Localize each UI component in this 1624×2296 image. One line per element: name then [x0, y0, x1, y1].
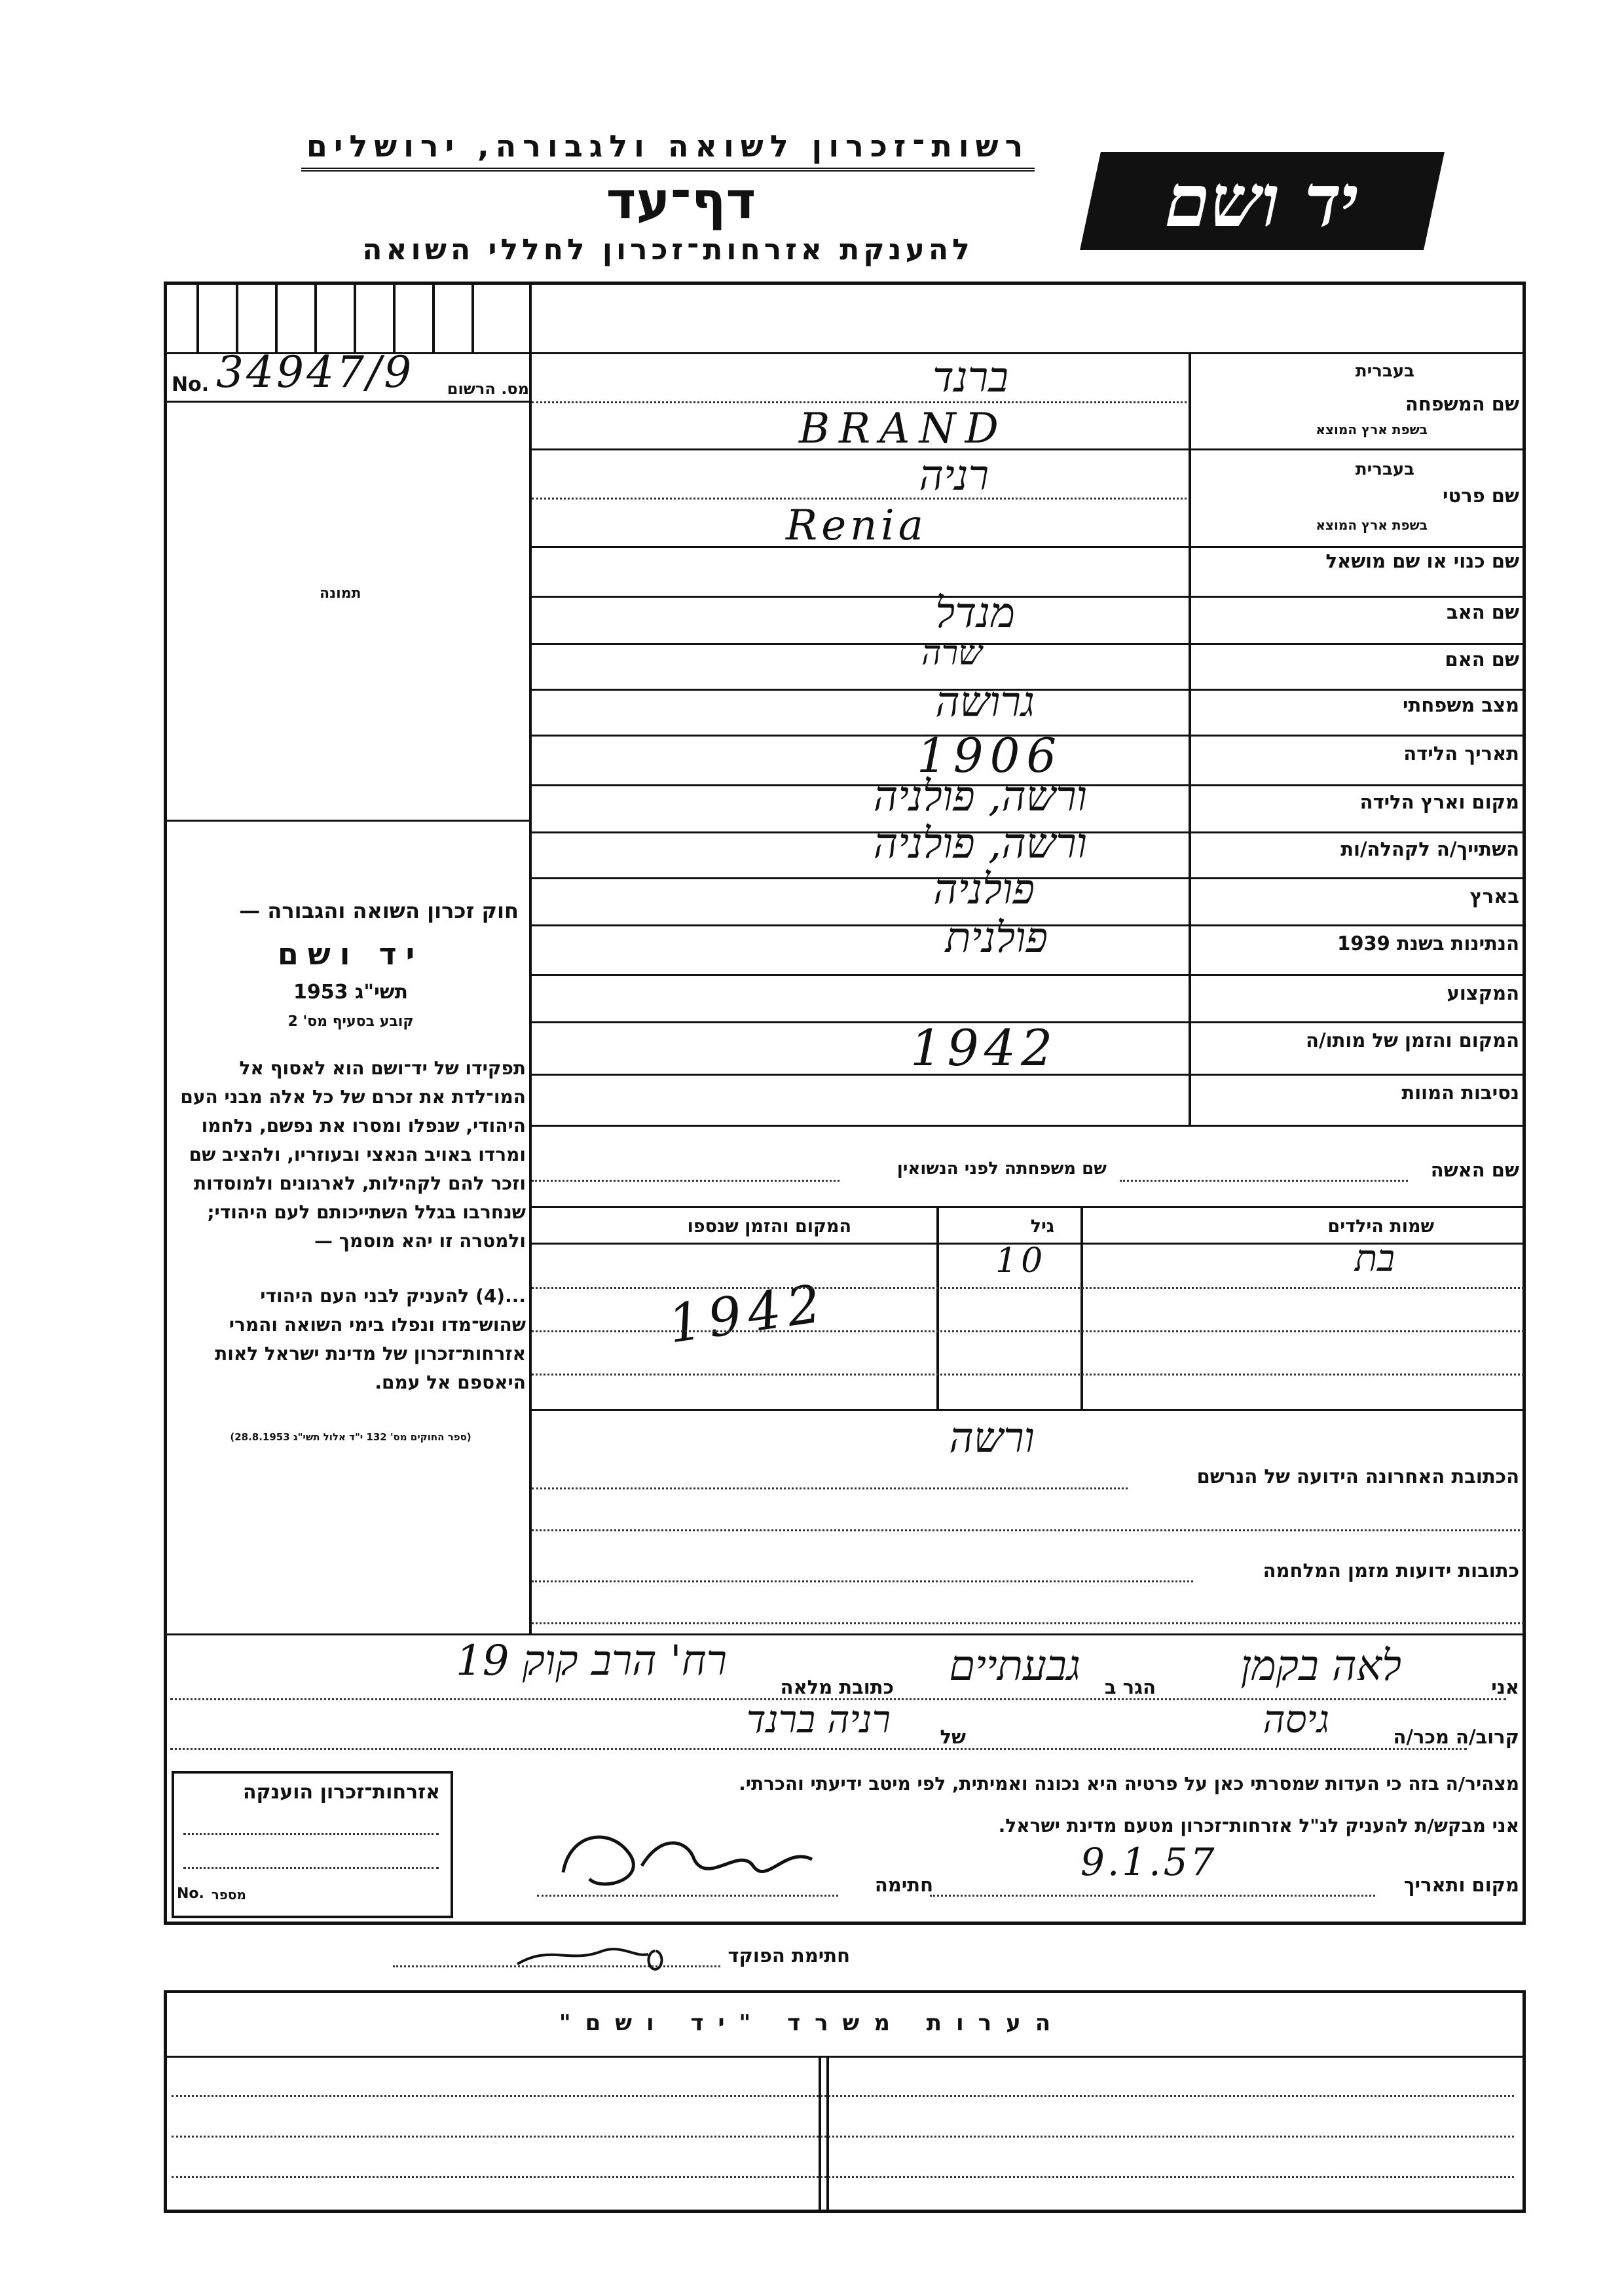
in-origin-label: בשפת ארץ המוצא: [1316, 517, 1428, 533]
remarks-title: הערות משרד "יד ושם": [559, 2010, 1065, 2036]
dotted-line: [532, 1287, 1524, 1289]
award-number-label: מספר: [211, 1887, 246, 1903]
mother-name-value: שרה: [921, 634, 982, 673]
dotted-line: [532, 401, 1187, 403]
lives-in-value: גבעתיים: [949, 1642, 1080, 1690]
officer-signature: [511, 1931, 681, 1971]
country-label: בארץ: [1469, 885, 1519, 907]
registry-no-label: No.: [172, 373, 210, 396]
dotted-line: [537, 1895, 838, 1897]
first-name-label: שם פרטי: [1442, 484, 1519, 507]
in-hebrew-label: בעברית: [1355, 361, 1414, 381]
father-name-label: שם האב: [1446, 601, 1519, 623]
dotted-line: [930, 1895, 1375, 1897]
declaration-text: מצהיר/ה בזה כי העדות שמסרתי כאן על פרטיה היא נכונה ואמיתית, לפי מיטב ידיעתי והכרתי.: [739, 1773, 1519, 1795]
death-place-time-value: 1942: [910, 1019, 1058, 1077]
citizenship-label: הנתינות בשנת 1939: [1337, 932, 1519, 955]
dotted-line: [532, 1487, 1128, 1489]
divider: [529, 643, 1526, 645]
mother-name-label: שם האם: [1445, 648, 1519, 670]
law-text-1: תפקידו של יד־ושם הוא לאסוף אל המו־לדת את זכרם של כל אלה מבני העם היהודי, שנפלו ומסרו את נפשם, נלחמו ומרדו באויב הנאצי ובעוזריו, ולהציב שם וזכר להם לקהילות, לארגונים ולמוסדות שנחרבו בגלל השתייכותם לעם היהודי; ולמטרה זו יהא מוסמך —: [180, 1057, 526, 1252]
box-divider: [393, 282, 396, 352]
wife-name-label: שם האשה: [1430, 1159, 1519, 1181]
box-divider: [354, 282, 356, 352]
photo-label: תמונה: [320, 585, 361, 602]
dotted-line: [532, 1180, 840, 1182]
box-divider: [314, 282, 317, 352]
divider: [529, 1409, 1526, 1411]
divider: [529, 448, 1526, 450]
community-value: ורשה, פולניה: [873, 820, 1087, 868]
remarks-frame: [164, 1990, 1526, 2213]
witness-signature: [550, 1820, 838, 1899]
dotted-line: [532, 1580, 1193, 1582]
law-clause: קובע בסעיף מס' 2: [287, 1013, 414, 1030]
divider: [529, 596, 1526, 598]
family-name-hebrew: ברנד: [932, 354, 1008, 402]
first-name-hebrew: רניה: [919, 452, 989, 500]
form-subtitle: להענקת אזרחות־זכרון לחללי השואה: [362, 233, 974, 266]
last-address-label: הכתובת האחרונה הידועה של הנרשם: [1196, 1465, 1519, 1487]
divider: [529, 1125, 1526, 1127]
place-date-label: מקום ותאריך: [1403, 1874, 1519, 1896]
dotted-line: [532, 498, 1187, 500]
award-box-title: אזרחות־זכרון הוענקה: [242, 1781, 440, 1804]
divider: [164, 820, 529, 822]
registry-number-value: 34947/9: [216, 347, 415, 397]
box-divider: [236, 282, 238, 352]
death-circumstances-label: נסיבות המוות: [1401, 1082, 1519, 1104]
law-title: חוק זכרון השואה והגבורה —: [239, 898, 519, 923]
law-text-2: ...(4) להעניק לבני העם היהודי שהוש־מדו ונפלו בימי השואה והמרי אזרחות־זכרון של מדינת ישראל לאות היאספם אל עמם.: [215, 1285, 526, 1393]
dotted-line: [1120, 1180, 1408, 1182]
witness-i-label: אני: [1491, 1676, 1519, 1698]
full-address-label: כתובת מלאה: [780, 1676, 894, 1698]
box-divider: [196, 282, 199, 352]
dotted-line: [183, 1833, 439, 1835]
profession-label: המקצוע: [1447, 982, 1519, 1004]
box-divider: [432, 282, 435, 352]
law-year: תשי"ג 1953: [293, 981, 409, 1004]
box-divider: [471, 282, 474, 352]
child-name-value: בת: [1354, 1237, 1395, 1280]
column-divider: [529, 282, 532, 1633]
divider: [164, 1633, 1526, 1635]
law-name: יד ושם: [277, 936, 424, 972]
nickname-label: שם כנוי או שם מושאל: [1325, 550, 1519, 572]
marital-status-value: גרושה: [935, 678, 1035, 727]
law-reference: (ספר החוקים מס' 132 י"ד אלול תשי"ג 28.8.1953): [230, 1431, 471, 1443]
community-label: השתייך/ה לקהלה/ות: [1340, 838, 1519, 860]
birth-place-value: ורשה, פולניה: [873, 773, 1087, 821]
dotted-line: [532, 1529, 1524, 1531]
label-column-divider: [1189, 352, 1191, 1125]
table-divider: [1080, 1206, 1083, 1409]
children-age-header: גיל: [1030, 1216, 1054, 1237]
birth-date-value: 1906: [917, 728, 1063, 783]
divider: [529, 974, 1526, 976]
of-label: של: [940, 1726, 966, 1748]
in-hebrew-label: בעברית: [1355, 460, 1414, 479]
children-place-header: המקום והזמן שנספו: [687, 1216, 851, 1237]
authority-title: רשות־זכרון לשואה ולגבורה, ירושלים: [301, 128, 1035, 172]
child-died-value: 1942: [664, 1272, 831, 1355]
citizenship-value: פולנית: [945, 914, 1048, 962]
divider: [529, 546, 1526, 548]
in-origin-label: בשפת ארץ המוצא: [1316, 422, 1428, 437]
table-divider: [936, 1206, 939, 1409]
wartime-addresses-label: כתובות ידועות מזמן המלחמה: [1263, 1559, 1519, 1582]
dotted-line: [170, 1748, 1467, 1750]
divider: [529, 1206, 1526, 1208]
children-names-header: שמות הילדים: [1327, 1216, 1434, 1237]
marital-status-label: מצב משפחתי: [1402, 694, 1519, 716]
request-text: אני מבקש/ת להעניק לנ"ל אזרחות־זכרון מטעם מדינת ישראל.: [998, 1815, 1519, 1836]
divider: [164, 401, 529, 403]
birth-place-label: מקום וארץ הלידה: [1359, 791, 1519, 813]
father-name-value: מנדל: [935, 589, 1015, 638]
form-title: דף־עד: [606, 172, 756, 230]
dotted-line: [532, 1330, 1524, 1332]
yad-vashem-logo: יד ושם: [1080, 152, 1445, 250]
family-name-origin: BRAND: [799, 405, 1008, 453]
relative-label: קרוב/ה מכר/ה: [1393, 1726, 1519, 1748]
dotted-line: [532, 1622, 1524, 1624]
last-address-value: ורשה: [949, 1414, 1035, 1463]
place-date-value: 9.1.57: [1080, 1840, 1217, 1884]
witness-name-value: לאה בקמן: [1240, 1642, 1401, 1690]
family-name-label: שם המשפחה: [1405, 393, 1519, 415]
relation-value: גיסה: [1263, 1697, 1329, 1741]
divider: [529, 1074, 1526, 1076]
maiden-name-label: שם משפחתה לפני הנשואין: [896, 1159, 1107, 1178]
dotted-line: [532, 1374, 1524, 1376]
full-address-value: רח' הרב קוק 19: [455, 1637, 727, 1685]
registry-number-label: מס. הרשום: [447, 380, 529, 398]
dotted-line: [183, 1867, 439, 1869]
child-age-value: 10: [995, 1241, 1047, 1281]
award-no-label: No.: [177, 1886, 204, 1902]
country-value: פולניה: [933, 866, 1035, 914]
first-name-origin: Renia: [786, 501, 927, 550]
death-place-time-label: המקום והזמן של מותו/ה: [1306, 1029, 1519, 1051]
of-value: רניה ברנד: [746, 1697, 891, 1741]
lives-in-label: הגר ב: [1104, 1676, 1156, 1698]
signature-label: חתימה: [874, 1874, 933, 1896]
officer-signature-label: חתימת הפוקד: [728, 1944, 850, 1967]
birth-date-label: תאריך הלידה: [1403, 742, 1519, 765]
box-divider: [275, 282, 278, 352]
